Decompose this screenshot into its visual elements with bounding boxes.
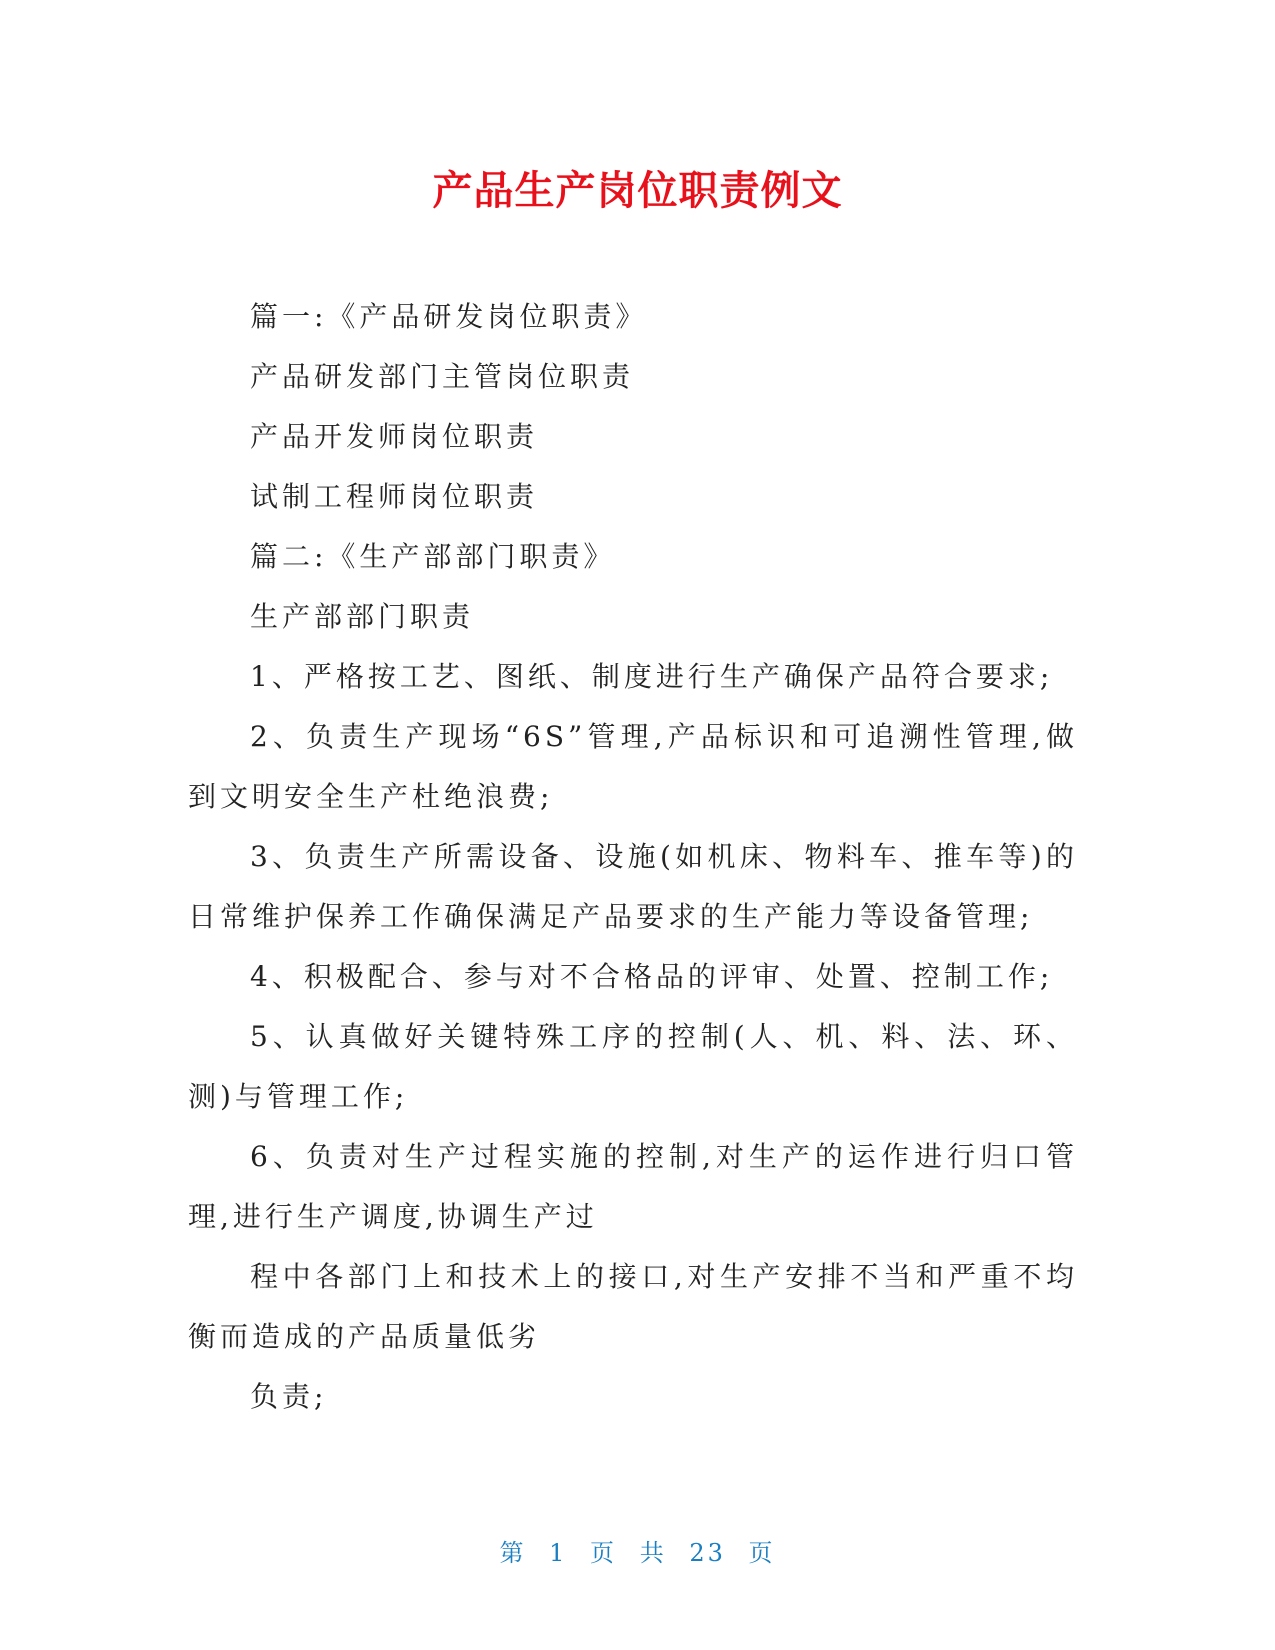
paragraph-10: 4、积极配合、参与对不合格品的评审、处置、控制工作;	[250, 960, 1054, 993]
paragraph-6: 生产部部门职责	[250, 600, 475, 633]
footer-word-di: 第	[499, 1539, 527, 1567]
paragraph-11: 5、认真做好关键特殊工序的控制(人、机、料、法、环、测)与管理工作;	[188, 1020, 1078, 1113]
paragraph-7: 1、严格按工艺、图纸、制度进行生产确保产品符合要求;	[250, 660, 1054, 693]
paragraph-14: 负责;	[250, 1380, 328, 1413]
paragraph-13: 程中各部门上和技术上的接口,对生产安排不当和严重不均衡而造成的产品质量低劣	[188, 1260, 1078, 1353]
footer-word-gong: 共	[639, 1539, 667, 1567]
document-title: 产品生产岗位职责例文	[432, 168, 843, 214]
paragraph-1: 篇一:《产品研发岗位职责》	[250, 300, 648, 333]
document-body	[188, 287, 1078, 1427]
paragraph-5: 篇二:《生产部部门职责》	[250, 540, 616, 573]
footer-word-ye: 页	[590, 1539, 618, 1567]
paragraph-2: 产品研发部门主管岗位职责	[250, 360, 635, 393]
paragraph-9: 3、负责生产所需设备、设施(如机床、物料车、推车等)的日常维护保养工作确保满足产品要求的生产能力等设备管理;	[188, 840, 1078, 933]
paragraph-4: 试制工程师岗位职责	[250, 480, 539, 513]
paragraph-3: 产品开发师岗位职责	[250, 420, 539, 453]
footer-word-ye-2: 页	[748, 1539, 776, 1567]
paragraph-8: 2、负责生产现场“6S”管理,产品标识和可追溯性管理,做到文明安全生产杜绝浪费;	[188, 720, 1078, 813]
page-footer	[0, 1538, 1275, 1568]
footer-current-page: 1	[549, 1539, 568, 1567]
paragraph-12: 6、负责对生产过程实施的控制,对生产的运作进行归口管理,进行生产调度,协调生产过	[188, 1140, 1078, 1233]
footer-total-pages: 23	[689, 1539, 726, 1567]
